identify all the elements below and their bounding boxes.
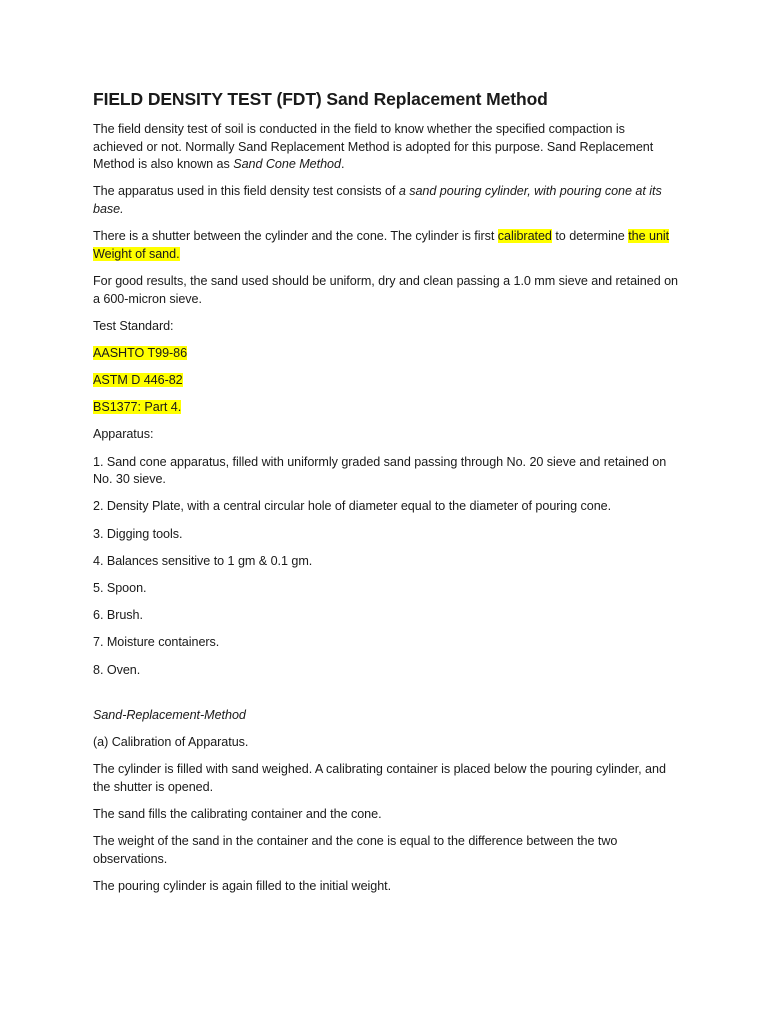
- apparatus-item: 1. Sand cone apparatus, filled with uniformly graded sand passing through No. 20 sieve and retained on No. 30 sieve.: [93, 454, 667, 487]
- calibration-step: The sand fills the calibrating container and the cone.: [93, 806, 382, 821]
- standard-aashto: AASHTO T99-86: [93, 345, 188, 360]
- standard-item: [93, 345, 678, 363]
- method-heading: [93, 707, 678, 725]
- shutter-text-middle: to determine: [551, 229, 629, 244]
- shutter-paragraph: [93, 228, 678, 263]
- apparatus-item: 7. Moisture containers.: [93, 635, 220, 650]
- apparatus-item: 5. Spoon.: [93, 581, 147, 595]
- apparatus-intro-text: The apparatus used in this field density test consists of: [93, 184, 399, 199]
- highlight-calibrated: calibrated: [497, 229, 552, 244]
- apparatus-intro-paragraph: [93, 183, 678, 218]
- apparatus-item: 6. Brush.: [93, 608, 143, 623]
- intro-text: The field density test of soil is conducted in the field to know whether the specified compaction is achieved or not. Normally Sand Replacement Method is adopted for this purpose. Sand Replacement Method is also known as: [93, 122, 654, 172]
- calibration-step: The weight of the sand in the container and the cone is equal to the difference between the two observations.: [93, 834, 618, 866]
- apparatus-intro-italic: a sand pouring cylinder, with pouring cone at its base.: [93, 184, 662, 216]
- calibration-step: The cylinder is filled with sand weighed. A calibrating container is placed below the pouring cylinder, and the shutter is opened.: [93, 762, 666, 794]
- apparatus-item: 4. Balances sensitive to 1 gm & 0.1 gm.: [93, 553, 313, 568]
- intro-paragraph: [93, 121, 678, 174]
- calibration-heading: (a) Calibration of Apparatus.: [93, 734, 249, 749]
- highlight-unit-weight: the unit Weight of sand.: [93, 229, 670, 261]
- standard-item: [93, 399, 678, 417]
- intro-text-end: .: [340, 157, 345, 172]
- document-title: FIELD DENSITY TEST (FDT) Sand Replacement Method: [93, 89, 548, 109]
- good-results-paragraph: For good results, the sand used should be uniform, dry and clean passing a 1.0 mm sieve and retained on a 600-micron sieve.: [93, 273, 679, 306]
- apparatus-item: 3. Digging tools.: [93, 526, 183, 541]
- section-spacer: [93, 689, 678, 707]
- standard-bs: BS1377: Part 4.: [93, 400, 182, 415]
- test-standard-label: Test Standard:: [93, 318, 174, 333]
- apparatus-item: 8. Oven.: [93, 662, 141, 677]
- apparatus-label: Apparatus:: [93, 427, 154, 442]
- standard-item: [93, 372, 678, 390]
- calibration-step: The pouring cylinder is again filled to the initial weight.: [93, 878, 392, 893]
- document-page: [93, 88, 678, 905]
- intro-italic: Sand Cone Method: [233, 157, 341, 172]
- method-heading-text: Sand-Replacement-Method: [93, 707, 246, 722]
- shutter-text: There is a shutter between the cylinder and the cone. The cylinder is first: [93, 229, 498, 244]
- apparatus-item: 2. Density Plate, with a central circular hole of diameter equal to the diameter of pouring cone.: [93, 499, 612, 514]
- standard-astm: ASTM D 446-82: [93, 373, 183, 388]
